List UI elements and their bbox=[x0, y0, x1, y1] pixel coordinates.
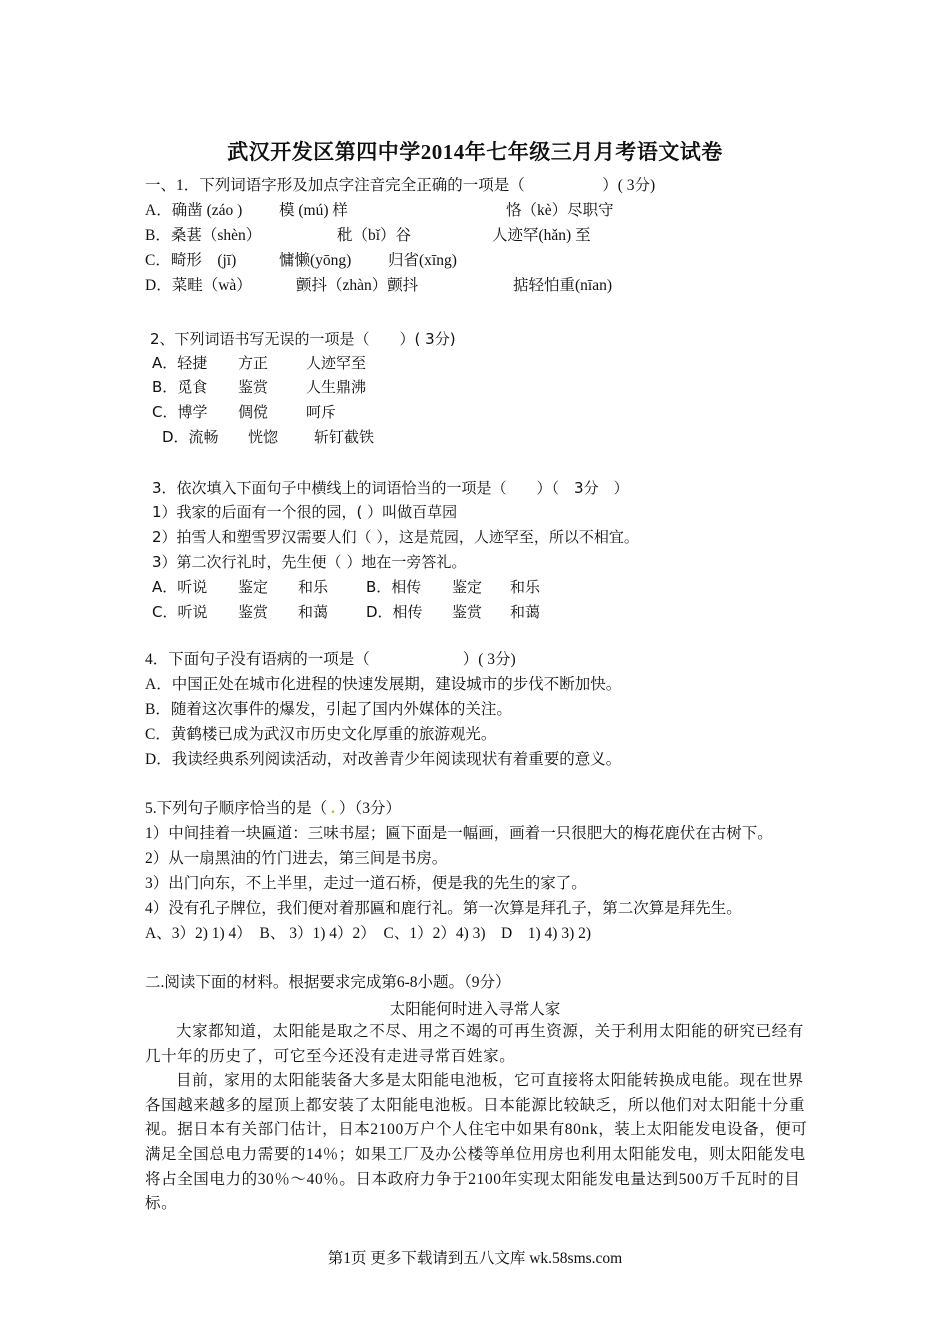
q4-option-a: A．中国正处在城市化进程的快速发展期，建设城市的步伐不断加快。 bbox=[145, 676, 622, 693]
q1-stem: 一、1．下列词语字形及加点字注音完全正确的一项是（ ）( 3分) bbox=[145, 177, 656, 194]
q3-stem: 3．依次填入下面句子中横线上的词语恰当的一项是（ ）（ 3分 ） bbox=[152, 479, 629, 497]
q4-stem: 4．下面句子没有语病的一项是（ ）( 3分) bbox=[145, 651, 516, 668]
exam-title: 武汉开发区第四中学2014年七年级三月月考语文试卷 bbox=[227, 140, 723, 164]
passage-body bbox=[145, 1020, 810, 1217]
q4-option-b: B．随着这次事件的爆发，引起了国内外媒体的关注。 bbox=[145, 701, 512, 718]
q3-sentence-1: 1）我家的后面有一个很的园，( ）叫做百草园 bbox=[152, 503, 458, 521]
q5-answer-mark: . bbox=[331, 800, 336, 817]
q3-sentence-2: 2）拍雪人和塑雪罗汉需要人们（ ），这是荒园，人迹罕至，所以不相宜。 bbox=[152, 528, 639, 546]
passage-paragraph-1: 大家都知道，太阳能是取之不尽、用之不竭的可再生资源，关于利用太阳能的研究已经有几十年的历史了，可它至今还没有走进寻常百姓家。 bbox=[145, 1023, 804, 1065]
passage-title: 太阳能何时进入寻常人家 bbox=[389, 1001, 561, 1018]
exam-page: 武汉开发区第四中学2014年七年级三月月考语文试卷 一、1．下列词语字形及加点字注音完全正确的一项是（ ）( 3分) A．确凿 (záo ) 模 (mú) 样 恪（kè）尽职守 B．桑葚（shèn） 秕（bǐ）谷 人迹罕(hǎn) 至 C．畸形 (jī) 慵懒(yōng) 归省(xīng) D．菜畦（wà） 颤抖（zhàn）颤抖 掂轻怕重(nīan) 2、下列词语书写无误的一项是（ ）( 3分) A．轻捷 方正 人迹罕至 B．觅食 鉴赏 人生鼎沸 C．博学 倜傥 呵斥 D．流畅 恍惚 斩钉截铁 3．依次填入下面句子中横线上的词语恰当的一项是（ ）（ 3分 ） 1）我家的后面有一个很的园，( ）叫做百草园 2）拍雪人和塑雪罗汉需要人们（ ），这是荒园，人迹罕至，所以不相宜。 3）第二次行礼时，先生便（ ）地在一旁答礼。 A．听说 鉴定 和乐 B．相传 鉴定 和乐 C．听说 鉴赏 和蔼 D．相传 鉴赏 和蔼 4．下面句子没有语病的一项是（ ）( 3分) A．中国正处在城市化进程的快速发展期，建设城市的步伐不断加快。 B．随着这次事件的爆发，引起了国内外媒体的关注。 C．黄鹤楼已成为武汉市历史文化厚重的旅游观光。 D．我读经典系列阅读活动，对改善青少年阅读现状有着重要的意义。 5.下列句子顺序恰当的是（ . ）（3分） 1）中间挂着一块匾道：三味书屋；匾下面是一幅画，画着一只很肥大的梅花鹿伏在古树下。 2）从一扇黑油的竹门进去，第三间是书房。 3）出门向东，不上半里，走过一道石桥，便是我的先生的家了。 4）没有孔子牌位，我们便对着那匾和鹿行礼。第一次算是拜孔子，第二次算是拜先生。 A、3）2) 1) 4） B、 3）1) 4）2） C、1）2）4) 3) D 1) 4) 3) 2) 二.阅读下面的材料。根据要求完成第6-8小题。（9分） 太阳能何时进入寻常人家 大家都知道，太阳能是取之不尽、用之不竭的可再生资源，关于利用太阳能的研究已经有几十年的历史了，可它至今还没有走进寻常百姓家。 目前，家用的太阳能装备大多是太阳能电池板，它可直接将太阳能转换成电能。现在世界各国越来越多的屋顶上都安装了太阳能电池板。日本能源比较缺乏，所以他们对太阳能十分重视。据日本有关部门估计，日本2100万户个人住宅中如果有80nk，装上太阳能发电设备，便可满足全国总电力需要的14％；如果工厂及办公楼等单位用房也利用太阳能发电，则太阳能发电将占全国电力的30％～40％。日本政府力争于2100年实现太阳能发电量达到500万千瓦时的目标。 第1页 更多下载请到五八文库 wk.58sms.com bbox=[0, 0, 950, 1344]
q5-sentence-4: 4）没有孔子牌位，我们便对着那匾和鹿行礼。第一次算是拜孔子，第二次算是拜先生。 bbox=[145, 900, 742, 917]
q5-sentence-1: 1）中间挂着一块匾道：三味书屋；匾下面是一幅画，画着一只很肥大的梅花鹿伏在古树下。 bbox=[145, 825, 773, 842]
q5-stem: 5.下列句子顺序恰当的是（ . ）（3分） bbox=[145, 800, 402, 817]
section2-stem: 二.阅读下面的材料。根据要求完成第6-8小题。（9分） bbox=[145, 974, 511, 991]
q5-sentence-2: 2）从一扇黑油的竹门进去，第三间是书房。 bbox=[145, 850, 448, 867]
q5-options: A、3）2) 1) 4） B、 3）1) 4）2） C、1）2）4) 3) D 1) 4) 3) 2) bbox=[145, 925, 592, 942]
q5-sentence-3: 3）出门向东，不上半里，走过一道石桥，便是我的先生的家了。 bbox=[145, 875, 587, 892]
page-footer: 第1页 更多下载请到五八文库 wk.58sms.com bbox=[327, 1250, 623, 1267]
q3-sentence-3: 3）第二次行礼时，先生便（ ）地在一旁答礼。 bbox=[152, 553, 467, 571]
q2-stem: 2、下列词语书写无误的一项是（ ）( 3分) bbox=[150, 330, 456, 348]
q4-option-d: D．我读经典系列阅读活动，对改善青少年阅读现状有着重要的意义。 bbox=[145, 751, 622, 768]
passage-paragraph-2: 目前，家用的太阳能装备大多是太阳能电池板，它可直接将太阳能转换成电能。现在世界各国越来越多的屋顶上都安装了太阳能电池板。日本能源比较缺乏，所以他们对太阳能十分重视。据日本有关部门估计，日本2100万户个人住宅中如果有80nk，装上太阳能发电设备，便可满足全国总电力需要的14％；如果工厂及办公楼等单位用房也利用太阳能发电，则太阳能发电将占全国电力的30％～40％。日本政府力争于2100年实现太阳能发电量达到500万千瓦时的目标。 bbox=[145, 1072, 808, 1213]
q4-option-c: C．黄鹤楼已成为武汉市历史文化厚重的旅游观光。 bbox=[145, 726, 497, 743]
